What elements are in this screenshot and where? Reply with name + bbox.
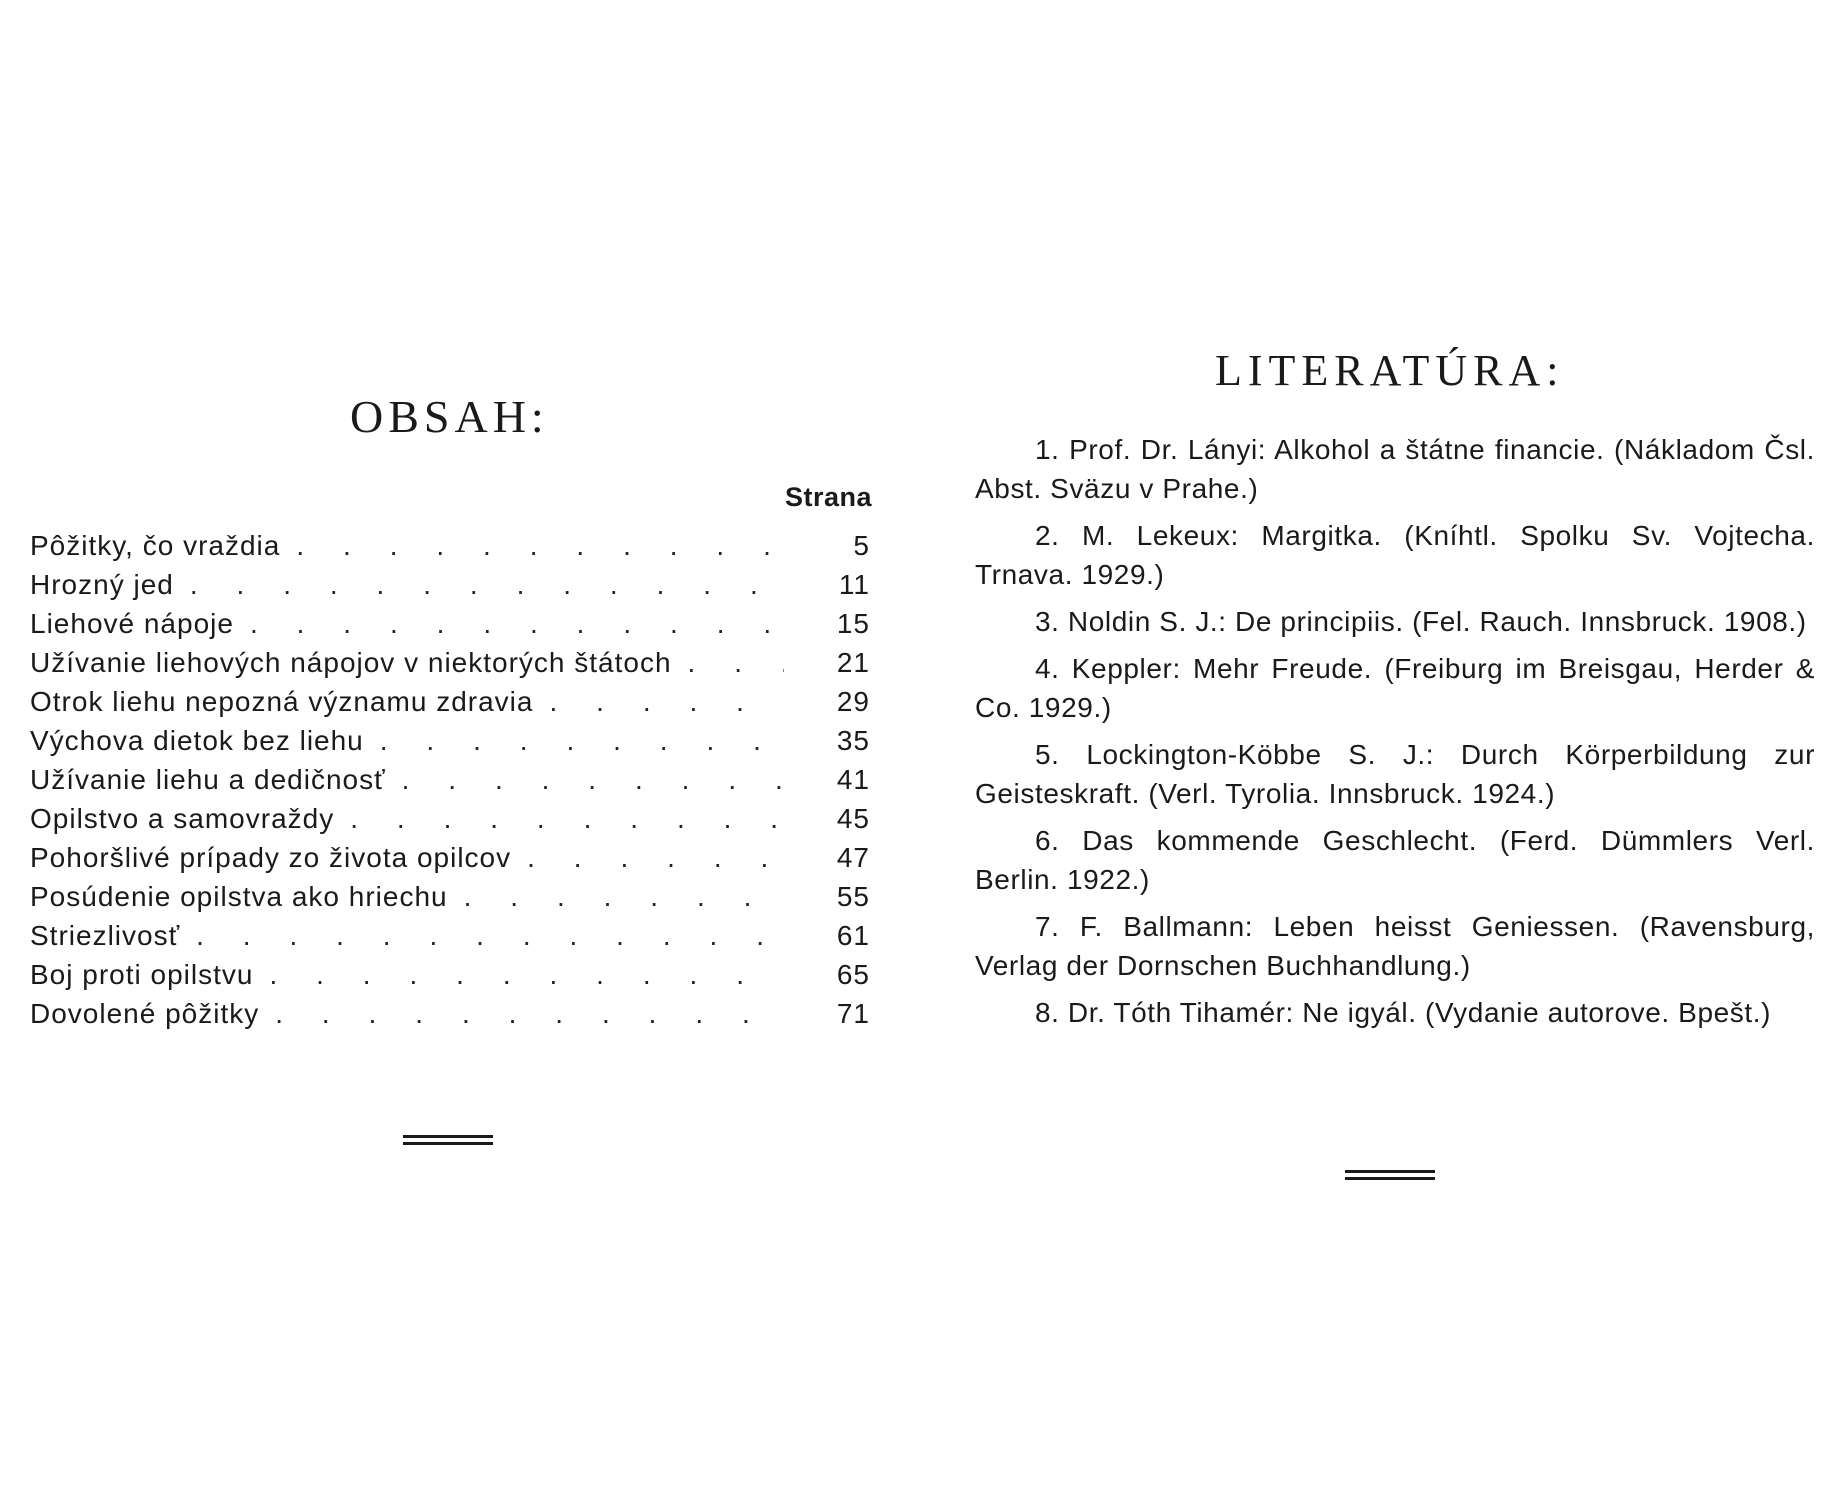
toc-entry-page: 21 xyxy=(836,647,870,678)
toc-entry-page: 35 xyxy=(836,725,870,756)
toc-entry-page: 71 xyxy=(836,998,870,1029)
dot-leader xyxy=(174,569,784,601)
literature-list xyxy=(975,430,1815,1040)
toc-entry-title: Liehové nápoje xyxy=(30,608,234,639)
dot-leader xyxy=(448,881,784,913)
toc-entry-title: Opilstvo a samovraždy xyxy=(30,803,335,834)
dot-leader xyxy=(259,998,784,1030)
contents-list xyxy=(30,530,870,1037)
toc-entry-page: 65 xyxy=(836,959,870,990)
dot-leader xyxy=(511,842,784,874)
toc-entry xyxy=(30,725,870,764)
toc-entry-page: 61 xyxy=(836,920,870,951)
literature-item: 2. M. Lekeux: Margitka. (Kníhtl. Spolku Sv. Vojtecha. Trnava. 1929.) xyxy=(975,520,1815,590)
dot-leader xyxy=(253,959,784,991)
dot-leader xyxy=(672,647,784,679)
page-column-header: Strana xyxy=(784,482,872,512)
toc-entry-page: 41 xyxy=(836,764,870,795)
toc-entry-title: Výchova dietok bez liehu xyxy=(30,725,364,756)
dot-leader xyxy=(280,530,784,562)
toc-entry xyxy=(30,686,870,725)
toc-entry-title: Dovolené pôžitky xyxy=(30,998,260,1029)
toc-entry xyxy=(30,998,870,1037)
toc-entry-title: Striezlivosť xyxy=(30,920,181,951)
rule-line xyxy=(1345,1177,1435,1180)
literature-item: 4. Keppler: Mehr Freude. (Freiburg im Breisgau, Herder & Co. 1929.) xyxy=(975,653,1815,723)
toc-entry-title: Užívanie liehových nápojov v niektorých štátoch xyxy=(30,647,672,678)
literature-item: 7. F. Ballmann: Leben heisst Geniessen. (Ravensburg, Verlag der Dornschen Buchhandlung.) xyxy=(975,911,1815,981)
toc-entry-title: Posúdenie opilstva ako hriechu xyxy=(30,881,448,912)
toc-entry xyxy=(30,842,870,881)
literature-item: 6. Das kommende Geschlecht. (Ferd. Dümmlers Verl. Berlin. 1922.) xyxy=(975,825,1815,895)
rule-line xyxy=(403,1142,493,1145)
toc-entry-title: Pohoršlivé prípady zo života opilcov xyxy=(30,842,512,873)
toc-entry xyxy=(30,803,870,842)
toc-entry xyxy=(30,647,870,686)
literature-item: 3. Noldin S. J.: De principiis. (Fel. Rauch. Innsbruck. 1908.) xyxy=(1035,606,1807,637)
toc-entry-title: Pôžitky, čo vraždia xyxy=(30,530,281,561)
toc-entry xyxy=(30,530,870,569)
literature-item: 5. Lockington-Köbbe S. J.: Durch Körperbildung zur Geisteskraft. (Verl. Tyrolia. Innsbruck. 1924.) xyxy=(975,739,1815,809)
literature-title: LITERATÚRA: xyxy=(1215,346,1565,395)
double-rule-divider xyxy=(1345,1170,1435,1184)
toc-entry-page: 11 xyxy=(838,569,870,600)
dot-leader xyxy=(334,803,784,835)
dot-leader xyxy=(234,608,784,640)
dot-leader xyxy=(364,725,784,757)
rule-line xyxy=(1345,1170,1435,1173)
toc-entry-title: Užívanie liehu a dedičnosť xyxy=(30,764,386,795)
toc-entry-page: 5 xyxy=(853,530,870,561)
literature-item: 1. Prof. Dr. Lányi: Alkohol a štátne financie. (Nákladom Čsl. Abst. Sväzu v Prahe.) xyxy=(975,434,1815,504)
toc-entry-title: Boj proti opilstvu xyxy=(30,959,254,990)
toc-entry xyxy=(30,608,870,647)
toc-entry xyxy=(30,881,870,920)
dot-leader xyxy=(180,920,784,952)
dot-leader xyxy=(533,686,784,718)
literature-item: 8. Dr. Tóth Tihamér: Ne igyál. (Vydanie autorove. Bpešt.) xyxy=(1035,997,1772,1028)
toc-entry-page: 29 xyxy=(836,686,870,717)
contents-title: OBSAH: xyxy=(350,391,549,442)
dot-leader xyxy=(386,764,784,796)
double-rule-divider xyxy=(403,1135,493,1149)
toc-entry-title: Otrok liehu nepozná významu zdravia xyxy=(30,686,534,717)
toc-entry xyxy=(30,569,870,608)
toc-entry-page: 47 xyxy=(836,842,870,873)
toc-entry xyxy=(30,764,870,803)
toc-entry-page: 45 xyxy=(836,803,870,834)
toc-entry-title: Hrozný jed xyxy=(30,569,174,600)
toc-entry xyxy=(30,920,870,959)
toc-entry-page: 55 xyxy=(836,881,870,912)
rule-line xyxy=(403,1135,493,1138)
toc-entry-page: 15 xyxy=(836,608,870,639)
toc-entry xyxy=(30,959,870,998)
